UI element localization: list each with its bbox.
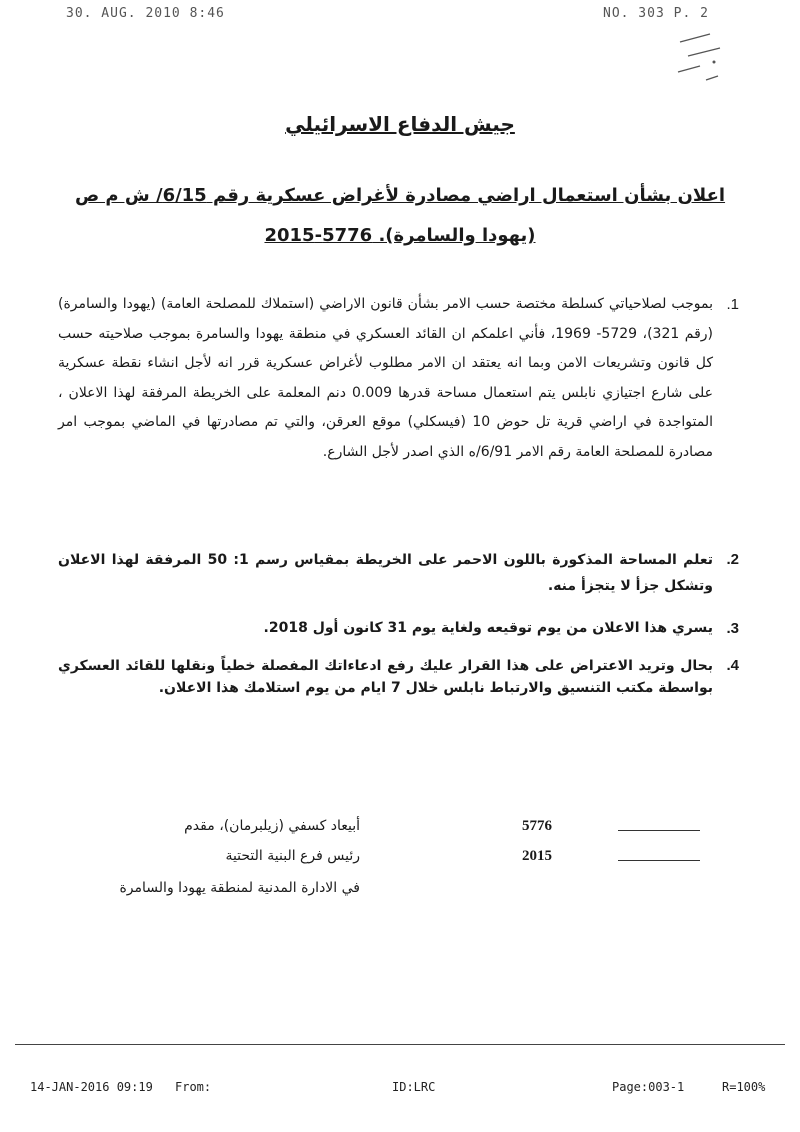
fax-footer-date: 14-JAN-2016 09:19 (30, 1080, 153, 1094)
document-title-line-2: (يهودا والسامرة). 5776-2015 (264, 225, 536, 246)
clause-text: بحال وتريد الاعتراض على هذا القرار عليك رفع ادعاءاتك المفصلة خطياً ونقلها للقائد العسكري بواسطة مكتب التنسيق والارتباط نابلس خلال 7 ايام من يوم استلامك هذا الاعلان. (58, 658, 713, 696)
handwritten-mark-icon (670, 22, 730, 92)
signature-row-2 (0, 848, 800, 878)
clause-3 (58, 614, 739, 644)
signature-row-1 (0, 818, 800, 848)
clause-number: 4. (726, 657, 739, 674)
fax-footer-page: Page:003-1 (612, 1080, 685, 1094)
document-title-line-1: اعلان بشأن استعمال اراضي مصادرة لأغراض عسكرية رقم 6/15/ ش م ص (74, 185, 726, 206)
fax-footer-resolution: R=100% (722, 1080, 766, 1094)
signature-row-3 (0, 880, 800, 910)
signature-line (618, 860, 700, 861)
clause-number: 2. (726, 551, 739, 568)
fax-footer-id: ID:LRC (392, 1080, 436, 1094)
signatory-department: في الادارة المدنية لمنطقة يهودا والسامرة (119, 880, 360, 896)
fax-header-date: 30. AUG. 2010 8:46 (66, 6, 225, 21)
clause-4 (58, 655, 739, 699)
hebrew-year: 5776 (522, 818, 552, 834)
signatory-name: أبيعاد كسفي (زيلبرمان)، مقدم (184, 818, 360, 834)
signature-line (618, 830, 700, 831)
clause-text: بموجب لصلاحياتي كسلطة مختصة حسب الامر بشأن قانون الاراضي (استملاك للمصلحة العامة) (يهودا والسامرة) (رقم 321)، 5729- 1969، فأني اعلمكم ان القائد العسكري في منطقة يهودا والسامرة بموجب صلاحيته حسب كل قانون وتشريعات الامن وبما انه يعتقد ان الامر مطلوب لأغراض عسكرية قرر انه لأجل انشاء نقطة عسكرية على شارع اجتيازي نابلس يتم استعمال مساحة قدرها 0.009 دنم المعلمة على الخريطة المرفقة لهذا الاعلان ، المتواجدة في اراضي قرية تل حوض 10 (فيسكلي) موقع العرقن، والتي تم مصادرتها في الماضي بموجب امر مصادرة للمصلحة العامة رقم الامر 6/91/ه الذي اصدر لأجل الشارع. (58, 296, 714, 460)
clause-number: 1. (726, 296, 739, 313)
clause-text: تعلم المساحة المذكورة باللون الاحمر على الخريطة بمقياس رسم 1: 50 المرفقة لهذا الاعلان وتشكل جزأ لا يتجزأ منه. (58, 552, 713, 594)
org-heading: جيش الدفاع الاسرائيلي (285, 112, 515, 136)
clause-text: يسري هذا الاعلان من يوم توقيعه ولغاية يوم 31 كانون أول 2018. (263, 620, 713, 636)
footer-divider (15, 1044, 785, 1045)
clause-1 (58, 290, 739, 467)
gregorian-year: 2015 (522, 848, 552, 864)
fax-footer-from: From: (175, 1080, 212, 1094)
signatory-title: رئيس فرع البنية التحتية (225, 848, 360, 864)
fax-header-number: NO. 303 P. 2 (603, 6, 709, 21)
clause-2 (58, 547, 739, 599)
clause-number: 3. (726, 620, 739, 637)
